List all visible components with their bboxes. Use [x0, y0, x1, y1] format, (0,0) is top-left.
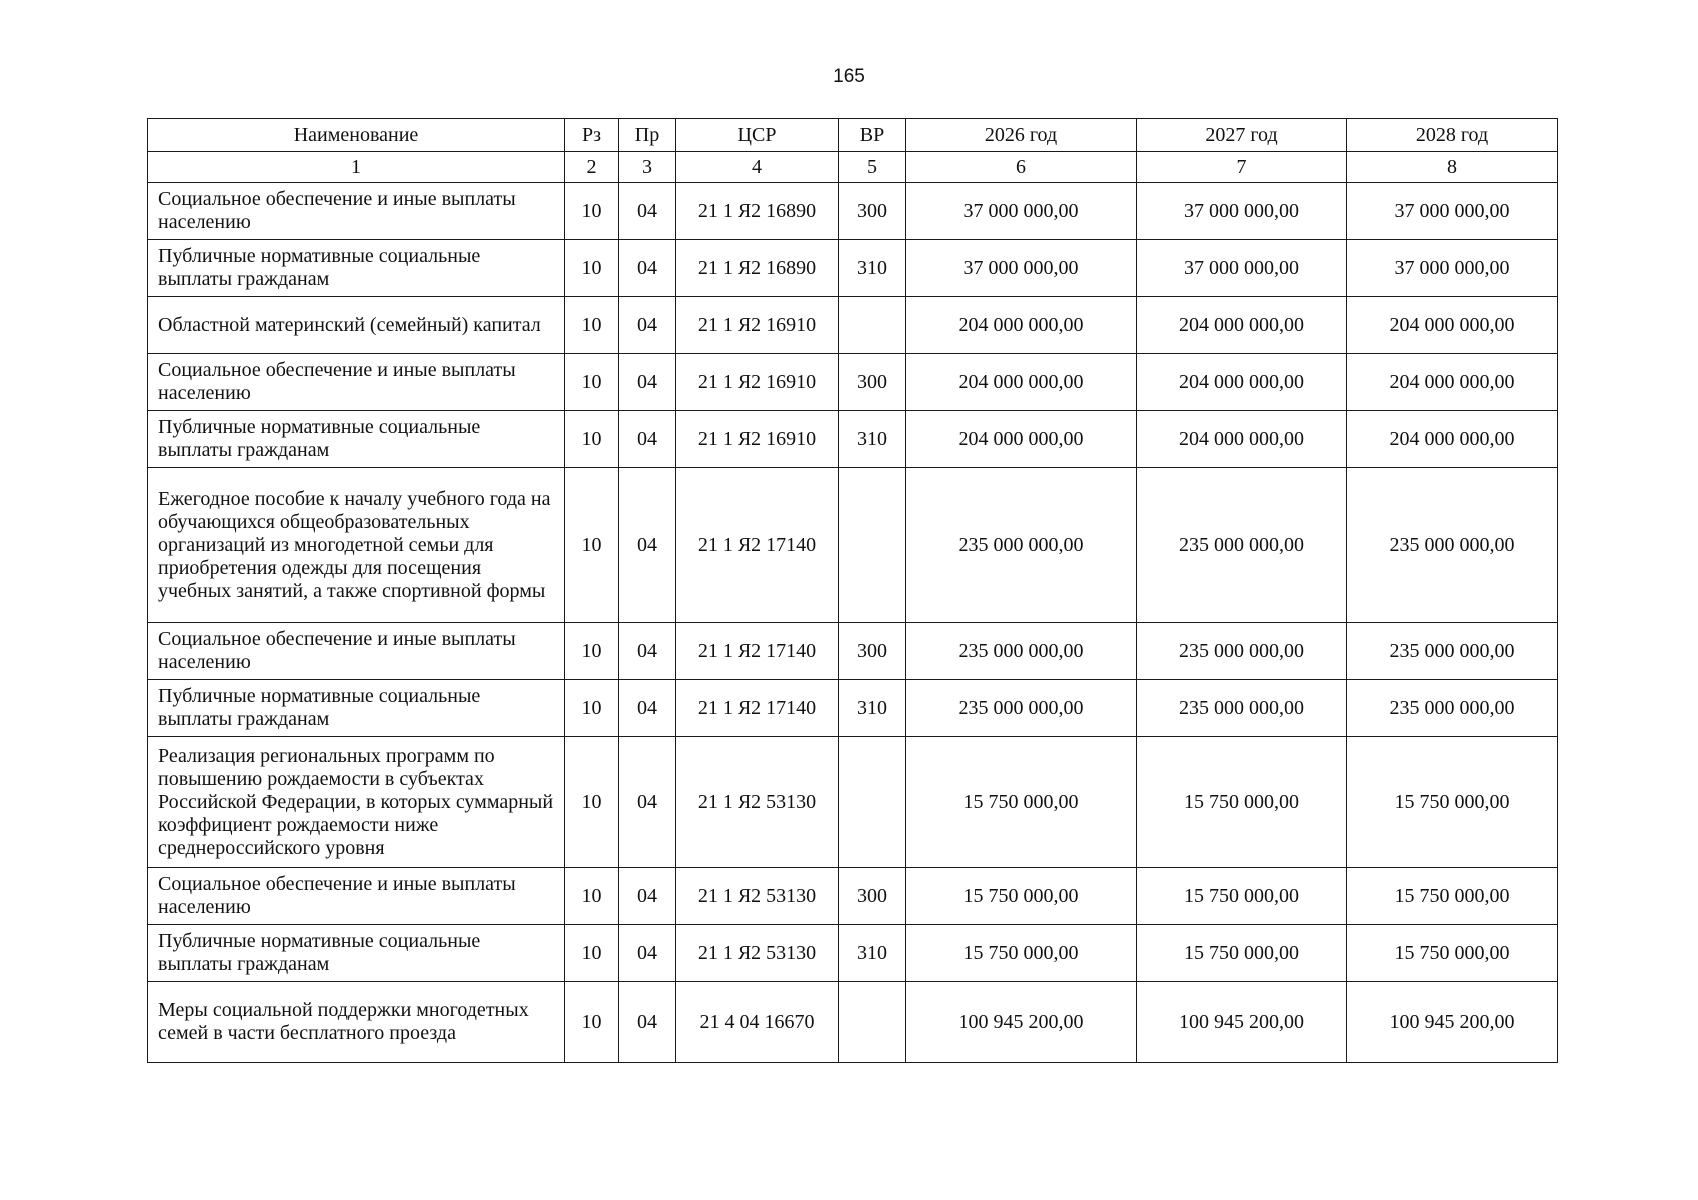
row-name: Социальное обеспечение и иные выплаты населению — [148, 623, 565, 680]
row-name: Областной материнский (семейный) капитал — [148, 297, 565, 354]
column-number: 5 — [839, 152, 906, 183]
column-number: 8 — [1347, 152, 1558, 183]
row-2026: 37 000 000,00 — [906, 183, 1137, 240]
row-pr: 04 — [619, 680, 676, 737]
row-csr: 21 1 Я2 16890 — [676, 183, 839, 240]
row-2028: 204 000 000,00 — [1347, 354, 1558, 411]
row-vr — [839, 982, 906, 1063]
row-rz: 10 — [565, 868, 619, 925]
row-vr — [839, 297, 906, 354]
row-pr: 04 — [619, 623, 676, 680]
row-name: Социальное обеспечение и иные выплаты населению — [148, 183, 565, 240]
table-row — [148, 868, 1558, 925]
row-vr — [839, 468, 906, 623]
row-2028: 100 945 200,00 — [1347, 982, 1558, 1063]
row-vr: 300 — [839, 183, 906, 240]
table-row — [148, 297, 1558, 354]
row-name: Ежегодное пособие к началу учебного года на обучающихся общеобразовательных организаций из многодетной семьи для приобретения одежды для посещения учебных занятий, а также спортивной формы — [148, 468, 565, 623]
header-pr: Пр — [619, 119, 676, 152]
row-2027: 204 000 000,00 — [1137, 411, 1347, 468]
table-row — [148, 240, 1558, 297]
row-2026: 37 000 000,00 — [906, 240, 1137, 297]
row-csr: 21 1 Я2 16910 — [676, 354, 839, 411]
row-rz: 10 — [565, 468, 619, 623]
row-2027: 37 000 000,00 — [1137, 183, 1347, 240]
table-row — [148, 925, 1558, 982]
row-2026: 235 000 000,00 — [906, 623, 1137, 680]
row-pr: 04 — [619, 868, 676, 925]
row-csr: 21 1 Я2 16910 — [676, 411, 839, 468]
row-2027: 15 750 000,00 — [1137, 737, 1347, 868]
row-csr: 21 1 Я2 17140 — [676, 468, 839, 623]
row-name: Меры социальной поддержки многодетных семей в части бесплатного проезда — [148, 982, 565, 1063]
table-header — [148, 119, 1558, 183]
table-row — [148, 411, 1558, 468]
row-csr: 21 1 Я2 17140 — [676, 680, 839, 737]
header-csr: ЦСР — [676, 119, 839, 152]
column-number: 6 — [906, 152, 1137, 183]
row-2027: 204 000 000,00 — [1137, 297, 1347, 354]
budget-table — [147, 118, 1558, 1063]
row-csr: 21 4 04 16670 — [676, 982, 839, 1063]
header-2027: 2027 год — [1137, 119, 1347, 152]
row-name: Социальное обеспечение и иные выплаты населению — [148, 354, 565, 411]
row-vr: 300 — [839, 354, 906, 411]
table-body — [148, 183, 1558, 1063]
column-number: 3 — [619, 152, 676, 183]
row-rz: 10 — [565, 297, 619, 354]
column-number: 7 — [1137, 152, 1347, 183]
header-name: Наименование — [148, 119, 565, 152]
row-csr: 21 1 Я2 16910 — [676, 297, 839, 354]
row-rz: 10 — [565, 183, 619, 240]
row-pr: 04 — [619, 183, 676, 240]
row-2026: 15 750 000,00 — [906, 737, 1137, 868]
row-vr: 300 — [839, 623, 906, 680]
row-rz: 10 — [565, 982, 619, 1063]
row-vr: 300 — [839, 868, 906, 925]
column-number: 4 — [676, 152, 839, 183]
row-vr: 310 — [839, 240, 906, 297]
row-2026: 204 000 000,00 — [906, 354, 1137, 411]
row-name: Реализация региональных программ по повышению рождаемости в субъектах Российской Федерации, в которых суммарный коэффициент рождаемости ниже среднероссийского уровня — [148, 737, 565, 868]
row-2028: 15 750 000,00 — [1347, 737, 1558, 868]
row-pr: 04 — [619, 737, 676, 868]
row-2026: 204 000 000,00 — [906, 411, 1137, 468]
row-2028: 235 000 000,00 — [1347, 680, 1558, 737]
row-2026: 204 000 000,00 — [906, 297, 1137, 354]
header-2026: 2026 год — [906, 119, 1137, 152]
header-row — [148, 119, 1558, 152]
row-csr: 21 1 Я2 17140 — [676, 623, 839, 680]
page-number: 165 — [833, 66, 865, 87]
row-pr: 04 — [619, 354, 676, 411]
row-pr: 04 — [619, 297, 676, 354]
row-name: Публичные нормативные социальные выплаты гражданам — [148, 411, 565, 468]
row-csr: 21 1 Я2 53130 — [676, 868, 839, 925]
row-2027: 235 000 000,00 — [1137, 468, 1347, 623]
table-row — [148, 737, 1558, 868]
table-row — [148, 354, 1558, 411]
row-2028: 15 750 000,00 — [1347, 925, 1558, 982]
row-name: Публичные нормативные социальные выплаты гражданам — [148, 680, 565, 737]
row-csr: 21 1 Я2 53130 — [676, 925, 839, 982]
row-2028: 235 000 000,00 — [1347, 623, 1558, 680]
row-rz: 10 — [565, 623, 619, 680]
row-pr: 04 — [619, 411, 676, 468]
row-pr: 04 — [619, 240, 676, 297]
header-2028: 2028 год — [1347, 119, 1558, 152]
row-2027: 37 000 000,00 — [1137, 240, 1347, 297]
column-number-row — [148, 152, 1558, 183]
row-2027: 235 000 000,00 — [1137, 680, 1347, 737]
row-2027: 15 750 000,00 — [1137, 925, 1347, 982]
table-row — [148, 468, 1558, 623]
row-vr: 310 — [839, 680, 906, 737]
row-csr: 21 1 Я2 16890 — [676, 240, 839, 297]
row-pr: 04 — [619, 925, 676, 982]
row-2026: 235 000 000,00 — [906, 468, 1137, 623]
row-rz: 10 — [565, 680, 619, 737]
row-vr: 310 — [839, 925, 906, 982]
row-vr — [839, 737, 906, 868]
row-2028: 15 750 000,00 — [1347, 868, 1558, 925]
row-name: Социальное обеспечение и иные выплаты населению — [148, 868, 565, 925]
row-2027: 100 945 200,00 — [1137, 982, 1347, 1063]
table-row — [148, 680, 1558, 737]
row-vr: 310 — [839, 411, 906, 468]
row-2028: 204 000 000,00 — [1347, 297, 1558, 354]
table-row — [148, 982, 1558, 1063]
row-rz: 10 — [565, 737, 619, 868]
row-rz: 10 — [565, 925, 619, 982]
row-2028: 37 000 000,00 — [1347, 183, 1558, 240]
row-2027: 15 750 000,00 — [1137, 868, 1347, 925]
row-2028: 204 000 000,00 — [1347, 411, 1558, 468]
column-number: 1 — [148, 152, 565, 183]
row-2028: 37 000 000,00 — [1347, 240, 1558, 297]
row-pr: 04 — [619, 468, 676, 623]
row-pr: 04 — [619, 982, 676, 1063]
table-row — [148, 623, 1558, 680]
row-csr: 21 1 Я2 53130 — [676, 737, 839, 868]
row-2028: 235 000 000,00 — [1347, 468, 1558, 623]
row-2026: 235 000 000,00 — [906, 680, 1137, 737]
row-2027: 235 000 000,00 — [1137, 623, 1347, 680]
column-number: 2 — [565, 152, 619, 183]
row-rz: 10 — [565, 240, 619, 297]
row-name: Публичные нормативные социальные выплаты гражданам — [148, 240, 565, 297]
header-rz: Рз — [565, 119, 619, 152]
row-2026: 15 750 000,00 — [906, 868, 1137, 925]
row-rz: 10 — [565, 411, 619, 468]
header-vr: ВР — [839, 119, 906, 152]
row-2026: 15 750 000,00 — [906, 925, 1137, 982]
row-2027: 204 000 000,00 — [1137, 354, 1347, 411]
row-2026: 100 945 200,00 — [906, 982, 1137, 1063]
row-rz: 10 — [565, 354, 619, 411]
row-name: Публичные нормативные социальные выплаты гражданам — [148, 925, 565, 982]
table-row — [148, 183, 1558, 240]
